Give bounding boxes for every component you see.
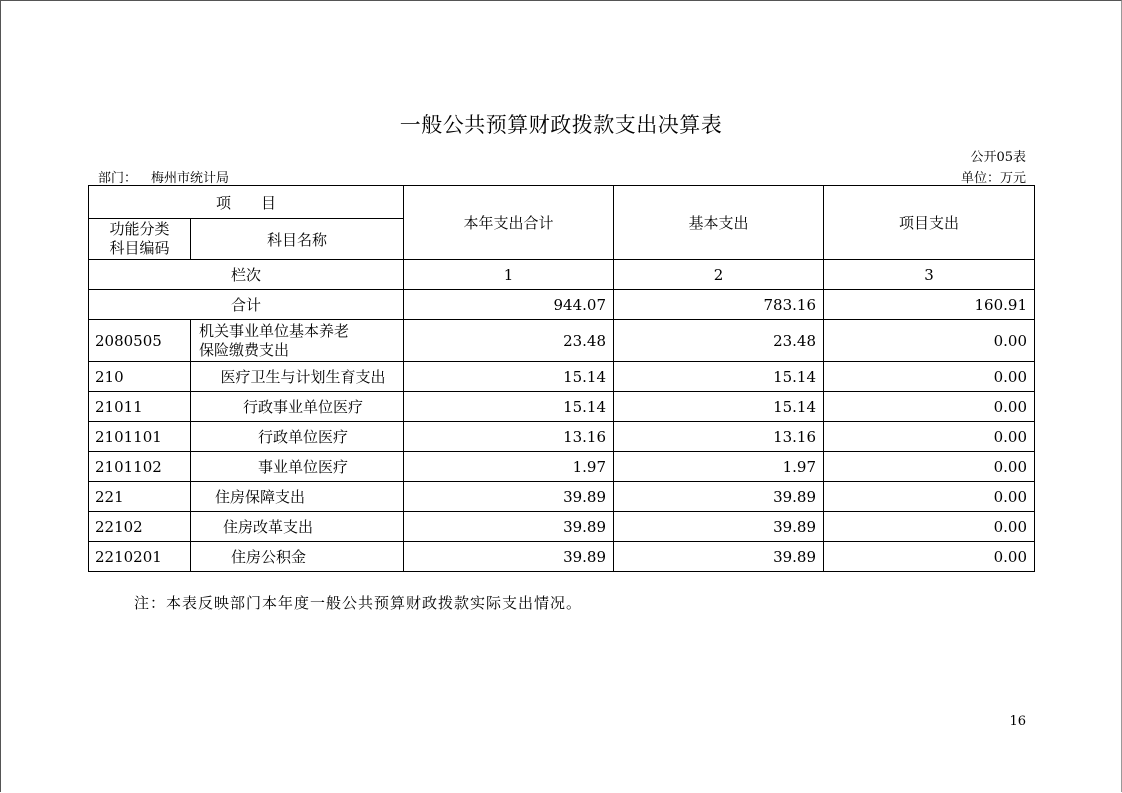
row-project: 0.00 xyxy=(824,512,1035,542)
total-basic: 783.16 xyxy=(614,290,824,320)
subject-code: 221 xyxy=(89,482,191,512)
subject-name: 医疗卫生与计划生育支出 xyxy=(191,362,404,392)
row-basic: 13.16 xyxy=(614,422,824,452)
subject-name: 行政事业单位医疗 xyxy=(191,392,404,422)
subject-name: 行政单位医疗 xyxy=(191,422,404,452)
table-row xyxy=(89,512,1035,542)
row-total: 23.48 xyxy=(404,320,614,362)
total-label: 合计 xyxy=(89,290,404,320)
department-label: 部门： xyxy=(98,171,138,186)
table-row xyxy=(89,422,1035,452)
header-basic: 基本支出 xyxy=(614,186,824,260)
row-project: 0.00 xyxy=(824,422,1035,452)
row-total: 15.14 xyxy=(404,362,614,392)
row-total: 1.97 xyxy=(404,452,614,482)
page-title: 一般公共预算财政拨款支出决算表 xyxy=(399,113,723,137)
table-note: 注：本表反映部门本年度一般公共预算财政拨款实际支出情况。 xyxy=(134,594,583,612)
header-project: 项 目 xyxy=(89,186,404,219)
row-basic: 15.14 xyxy=(614,362,824,392)
expenditure-table xyxy=(88,185,1035,572)
row-project: 0.00 xyxy=(824,362,1035,392)
row-project: 0.00 xyxy=(824,542,1035,572)
row-total: 13.16 xyxy=(404,422,614,452)
subject-code: 2210201 xyxy=(89,542,191,572)
column-number: 1 xyxy=(404,260,614,290)
table-row xyxy=(89,392,1035,422)
subject-name: 住房保障支出 xyxy=(191,482,404,512)
header-func-code: 功能分类 科目编码 xyxy=(89,219,191,260)
row-total: 39.89 xyxy=(404,512,614,542)
header-project-expense: 项目支出 xyxy=(824,186,1035,260)
subject-name: 事业单位医疗 xyxy=(191,452,404,482)
row-basic: 15.14 xyxy=(614,392,824,422)
total-amount: 944.07 xyxy=(404,290,614,320)
row-basic: 23.48 xyxy=(614,320,824,362)
subject-code: 210 xyxy=(89,362,191,392)
row-basic: 39.89 xyxy=(614,542,824,572)
subject-code: 22102 xyxy=(89,512,191,542)
header-total: 本年支出合计 xyxy=(404,186,614,260)
column-row-label: 栏次 xyxy=(89,260,404,290)
header-subject-name: 科目名称 xyxy=(191,219,404,260)
column-number: 2 xyxy=(614,260,824,290)
row-basic: 39.89 xyxy=(614,482,824,512)
subject-name: 机关事业单位基本养老 保险缴费支出 xyxy=(191,320,404,362)
row-project: 0.00 xyxy=(824,452,1035,482)
total-project: 160.91 xyxy=(824,290,1035,320)
table-row xyxy=(89,542,1035,572)
table-row xyxy=(89,452,1035,482)
row-total: 39.89 xyxy=(404,542,614,572)
page-number: 16 xyxy=(1009,714,1026,729)
subject-name: 住房改革支出 xyxy=(191,512,404,542)
form-code: 公开05表 xyxy=(970,150,1026,165)
table-row xyxy=(89,320,1035,362)
row-project: 0.00 xyxy=(824,482,1035,512)
row-total: 15.14 xyxy=(404,392,614,422)
subject-name: 住房公积金 xyxy=(191,542,404,572)
row-basic: 1.97 xyxy=(614,452,824,482)
column-number: 3 xyxy=(824,260,1035,290)
subject-code: 2101101 xyxy=(89,422,191,452)
row-project: 0.00 xyxy=(824,392,1035,422)
row-basic: 39.89 xyxy=(614,512,824,542)
department-line xyxy=(98,167,229,186)
row-total: 39.89 xyxy=(404,482,614,512)
total-row xyxy=(89,290,1035,320)
row-project: 0.00 xyxy=(824,320,1035,362)
table-row xyxy=(89,362,1035,392)
subject-code: 2080505 xyxy=(89,320,191,362)
subject-code: 2101102 xyxy=(89,452,191,482)
unit-label: 单位：万元 xyxy=(960,171,1026,186)
department-name: 梅州市统计局 xyxy=(151,171,230,186)
table-row xyxy=(89,482,1035,512)
subject-code: 21011 xyxy=(89,392,191,422)
